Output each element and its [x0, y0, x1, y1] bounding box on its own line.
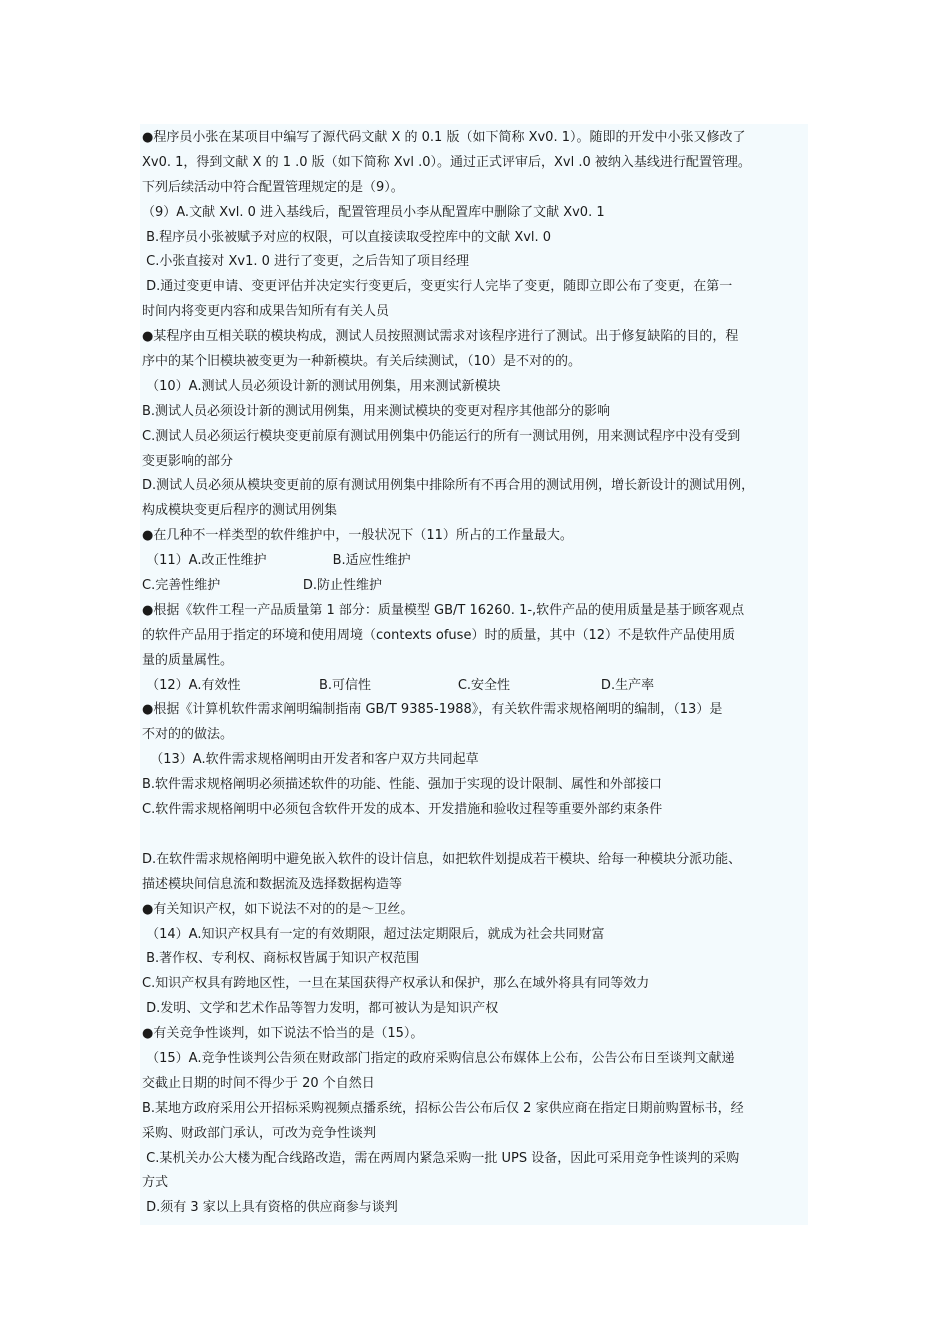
text-line: 下列后续活动中符合配置管理规定的是（9）。	[142, 179, 404, 195]
text-line: 采购、财政部门承认，可改为竞争性谈判	[142, 1125, 377, 1141]
text-line: B.测试人员必须设计新的测试用例集，用来测试模块的变更对程序其他部分的影响	[142, 403, 611, 419]
text-line: ●程序员小张在某项目中编写了源代码文献 X 的 0.1 版（如下简称 Xv0. 1）。随即的开发中小张又修改了	[142, 130, 746, 145]
text-line: ●根据《计算机软件需求阐明编制指南 GB/T 9385-1988》，有关软件需求规格阐明的编制，（13）是	[142, 702, 723, 718]
text-line: C.某机关办公大楼为配合线路改造，需在两周内紧急采购一批 UPS 设备，因此可采用竞争性谈判的采购	[142, 1150, 740, 1166]
text-line: Xv0. 1，得到文献 X 的 1 .0 版（如下简称 Xvl .0）。通过正式评审后，Xvl .0 被纳入基线进行配置管理。	[142, 154, 751, 170]
text-line: 的软件产品用于指定的环境和使用周境（contexts ofuse）时的质量，其中（12）不是软件产品使用质	[142, 627, 735, 643]
text-line: ●有关知识产权，如下说法不对的的是～卫丝。	[142, 901, 414, 917]
text-line: （14）A.知识产权具有一定的有效期限，超过法定期限后，就成为社会共同财富	[142, 926, 605, 942]
text-line: C.软件需求规格阐明中必须包含软件开发的成本、开发措施和验收过程等重要外部约束条件	[142, 802, 663, 818]
text-line: D.发明、文学和艺术作品等智力发明，都可被认为是知识产权	[142, 1001, 499, 1017]
text-line: B.著作权、专利权、商标权皆属于知识产权范围	[142, 951, 420, 967]
text-line: （10）A.测试人员必须设计新的测试用例集，用来测试新模块	[142, 378, 501, 394]
text-line: D.测试人员必须从模块变更前的原有测试用例集中排除所有不再合用的测试用例，增长新设计的测试用例，	[142, 478, 755, 494]
text-line	[142, 823, 808, 848]
text-line: 时间内将变更内容和成果告知所有有关人员	[142, 304, 390, 320]
text-line: （12）A.有效性 B.可信性 C.安全性 D.生产率	[142, 677, 655, 693]
text-line: ●某程序由互相关联的模块构成，测试人员按照测试需求对该程序进行了测试。出于修复缺陷的目的，程	[142, 329, 739, 345]
text-line: C.测试人员必须运行模块变更前原有测试用例集中仍能运行的所有一测试用例，用来测试程序中没有受到	[142, 428, 741, 444]
text-line: （11）A.改正性维护 B.适应性维护	[142, 553, 411, 569]
text-line: B.软件需求规格阐明必须描述软件的功能、性能、强加于实现的设计限制、属性和外部接口	[142, 777, 663, 793]
text-line: （15）A.竞争性谈判公告须在财政部门指定的政府采购信息公布媒体上公布，公告公布日至谈判文献递	[142, 1050, 735, 1066]
text-line: ●有关竞争性谈判，如下说法不恰当的是（15）。	[142, 1026, 424, 1042]
text-line: C.完善性维护 D.防止性维护	[142, 578, 382, 594]
text-line: ●在几种不一样类型的软件维护中，一般状况下（11）所占的工作量最大。	[142, 528, 573, 544]
text-line: 方式	[142, 1175, 169, 1191]
text-line: 构成模块变更后程序的测试用例集	[142, 503, 338, 519]
text-line: B.某地方政府采用公开招标采购视频点播系统，招标公告公布后仅 2 家供应商在指定日期前购置标书，经	[142, 1100, 744, 1116]
text-line: ●根据《软件工程一产品质量第 1 部分：质量模型 GB/T 16260. 1-,软件产品的使用质量是基于顾客观点	[142, 602, 745, 618]
text-line: 序中的某个旧模块被变更为一种新模块。有关后续测试，（10）是不对的的。	[142, 354, 582, 370]
document-text-block	[140, 124, 808, 1225]
text-line: 交截止日期的时间不得少于 20 个自然日	[142, 1075, 375, 1091]
text-line: 变更影响的部分	[142, 453, 234, 469]
text-line: D.通过变更申请、变更评估并决定实行变更后，变更实行人完毕了变更，随即立即公布了变更，在第一	[142, 279, 733, 295]
text-line: D.在软件需求规格阐明中避免嵌入软件的设计信息，如把软件划提成若干模块、给每一种模块分派功能、	[142, 851, 742, 867]
text-line: C.知识产权具有跨地区性，一旦在某国获得产权承认和保护，那么在域外将具有同等效力	[142, 976, 650, 992]
text-line: （9）A.文献 Xvl. 0 进入基线后，配置管理员小李从配置库中删除了文献 Xv0. 1	[142, 204, 605, 220]
text-line: （13）A.软件需求规格阐明由开发者和客户双方共同起草	[142, 752, 479, 768]
text-line: 描述模块间信息流和数据流及选择数据构造等	[142, 876, 403, 892]
text-line: D.须有 3 家以上具有资格的供应商参与谈判	[142, 1200, 398, 1216]
text-line: 量的质量属性。	[142, 652, 234, 668]
text-line: C.小张直接对 Xv1. 0 进行了变更，之后告知了项目经理	[142, 254, 470, 270]
text-line: 不对的的做法。	[142, 727, 234, 743]
text-line: B.程序员小张被赋予对应的权限，可以直接读取受控库中的文献 Xvl. 0	[142, 229, 552, 245]
